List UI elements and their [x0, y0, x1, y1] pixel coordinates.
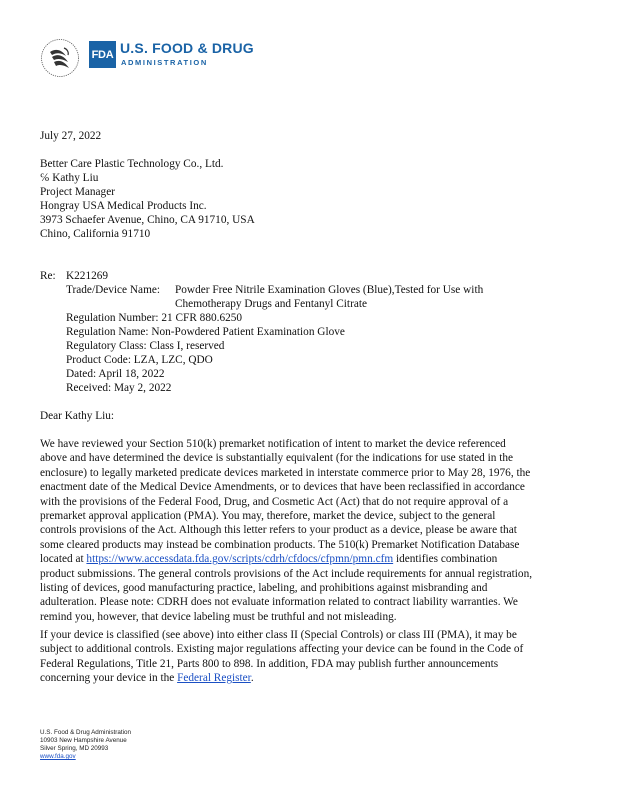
dated: Dated: April 18, 2022: [66, 368, 165, 380]
paragraph-line: remind you, however, that device labeling must be truthful and not misleading.: [40, 610, 397, 623]
trade-name-line1: Powder Free Nitrile Examination Gloves (Blue),Tested for Use with: [175, 284, 484, 296]
recipient-attn: ℅ Kathy Liu: [40, 172, 99, 184]
agency-subtitle: ADMINISTRATION: [121, 58, 208, 67]
hhs-eagle-seal-icon: [40, 38, 80, 78]
re-number: K221269: [66, 270, 109, 282]
letterhead: [40, 38, 300, 78]
trade-name-line2: Chemotherapy Drugs and Fentanyl Citrate: [175, 298, 368, 310]
fda-website-link[interactable]: www.fda.gov: [40, 753, 76, 760]
product-code: Product Code: LZA, LZC, QDO: [66, 354, 213, 366]
footer-line: 10903 New Hampshire Avenue: [40, 737, 127, 744]
paragraph-line: enclosure) to legally marketed predicate devices marketed in interstate commerce prior to May 28, 1976, the: [40, 466, 531, 479]
paragraph-line: with the provisions of the Federal Food, Drug, and Cosmetic Act (Act) that do not require approval of a: [40, 495, 509, 508]
paragraph-line: If your device is classified (see above) into either class II (Special Controls) or class III (PMA), it may be: [40, 629, 517, 641]
paragraph-line: [40, 552, 580, 566]
trade-name-label: Trade/Device Name:: [66, 284, 161, 296]
salutation: Dear Kathy Liu:: [40, 410, 115, 422]
footer-line: Silver Spring, MD 20993: [40, 745, 109, 752]
pmn-database-link[interactable]: https://www.accessdata.fda.gov/scripts/cdrh/cfdocs/cfpmn/pmn.cfm: [86, 553, 394, 566]
paragraph-line: enactment date of the Medical Device Amendments, or to devices that have been reclassified in accordance: [40, 481, 525, 494]
paragraph-line: [40, 671, 580, 685]
paragraph-line: We have reviewed your Section 510(k) premarket notification of intent to market the device referenced: [40, 438, 506, 450]
letter-date: July 27, 2022: [40, 130, 102, 142]
regulatory-class: Regulatory Class: Class I, reserved: [66, 340, 225, 352]
paragraph-line: controls provisions of the Act. Although this letter refers to your product as a device, please be aware that: [40, 524, 517, 537]
re-label: Re:: [40, 270, 56, 282]
text-run: .: [250, 672, 254, 685]
recipient-title: Project Manager: [40, 186, 115, 198]
footer-line: U.S. Food & Drug Administration: [40, 729, 131, 736]
text-run: located at: [40, 553, 87, 566]
paragraph-line: Federal Regulations, Title 21, Parts 800 to 898. In addition, FDA may publish further announcements: [40, 657, 499, 670]
footer-address: [40, 729, 131, 761]
text-run: identifies combination: [393, 553, 498, 566]
recipient-org: Hongray USA Medical Products Inc.: [40, 200, 207, 212]
paragraph-line: premarket approval application (PMA). You may, therefore, market the device, subject to the general: [40, 510, 496, 523]
recipient-address2: Chino, California 91710: [40, 228, 151, 240]
paragraph-line: some cleared products may instead be combination products. The 510(k) Premarket Notification Database: [40, 538, 520, 551]
agency-name: U.S. FOOD & DRUG: [120, 40, 254, 56]
received: Received: May 2, 2022: [66, 382, 172, 394]
paragraph-line: above and have determined the device is substantially equivalent (for the indications for use stated in the: [40, 452, 514, 465]
regulation-name: Regulation Name: Non-Powdered Patient Examination Glove: [66, 326, 345, 338]
federal-register-link[interactable]: Federal Register: [177, 672, 251, 685]
recipient-company: Better Care Plastic Technology Co., Ltd.: [40, 158, 224, 170]
paragraph-clearance: [40, 437, 580, 624]
fda-logo-mark: FDA: [89, 41, 116, 68]
paragraph-line: subject to additional controls. Existing major regulations affecting your device can be found in the Code of: [40, 643, 524, 656]
recipient-address1: 3973 Schaefer Avenue, Chino, CA 91710, USA: [40, 214, 255, 226]
paragraph-line: adulteration. Please note: CDRH does not evaluate information related to contract liability warranties. We: [40, 596, 518, 609]
text-run: concerning your device in the: [40, 672, 178, 685]
regulation-number: Regulation Number: 21 CFR 880.6250: [66, 312, 243, 324]
paragraph-line: listing of devices, good manufacturing practice, labeling, and prohibitions against misbranding and: [40, 582, 488, 595]
paragraph-line: product submissions. The general controls provisions of the Act include requirements for annual registration,: [40, 567, 533, 580]
paragraph-regulations: [40, 628, 580, 686]
